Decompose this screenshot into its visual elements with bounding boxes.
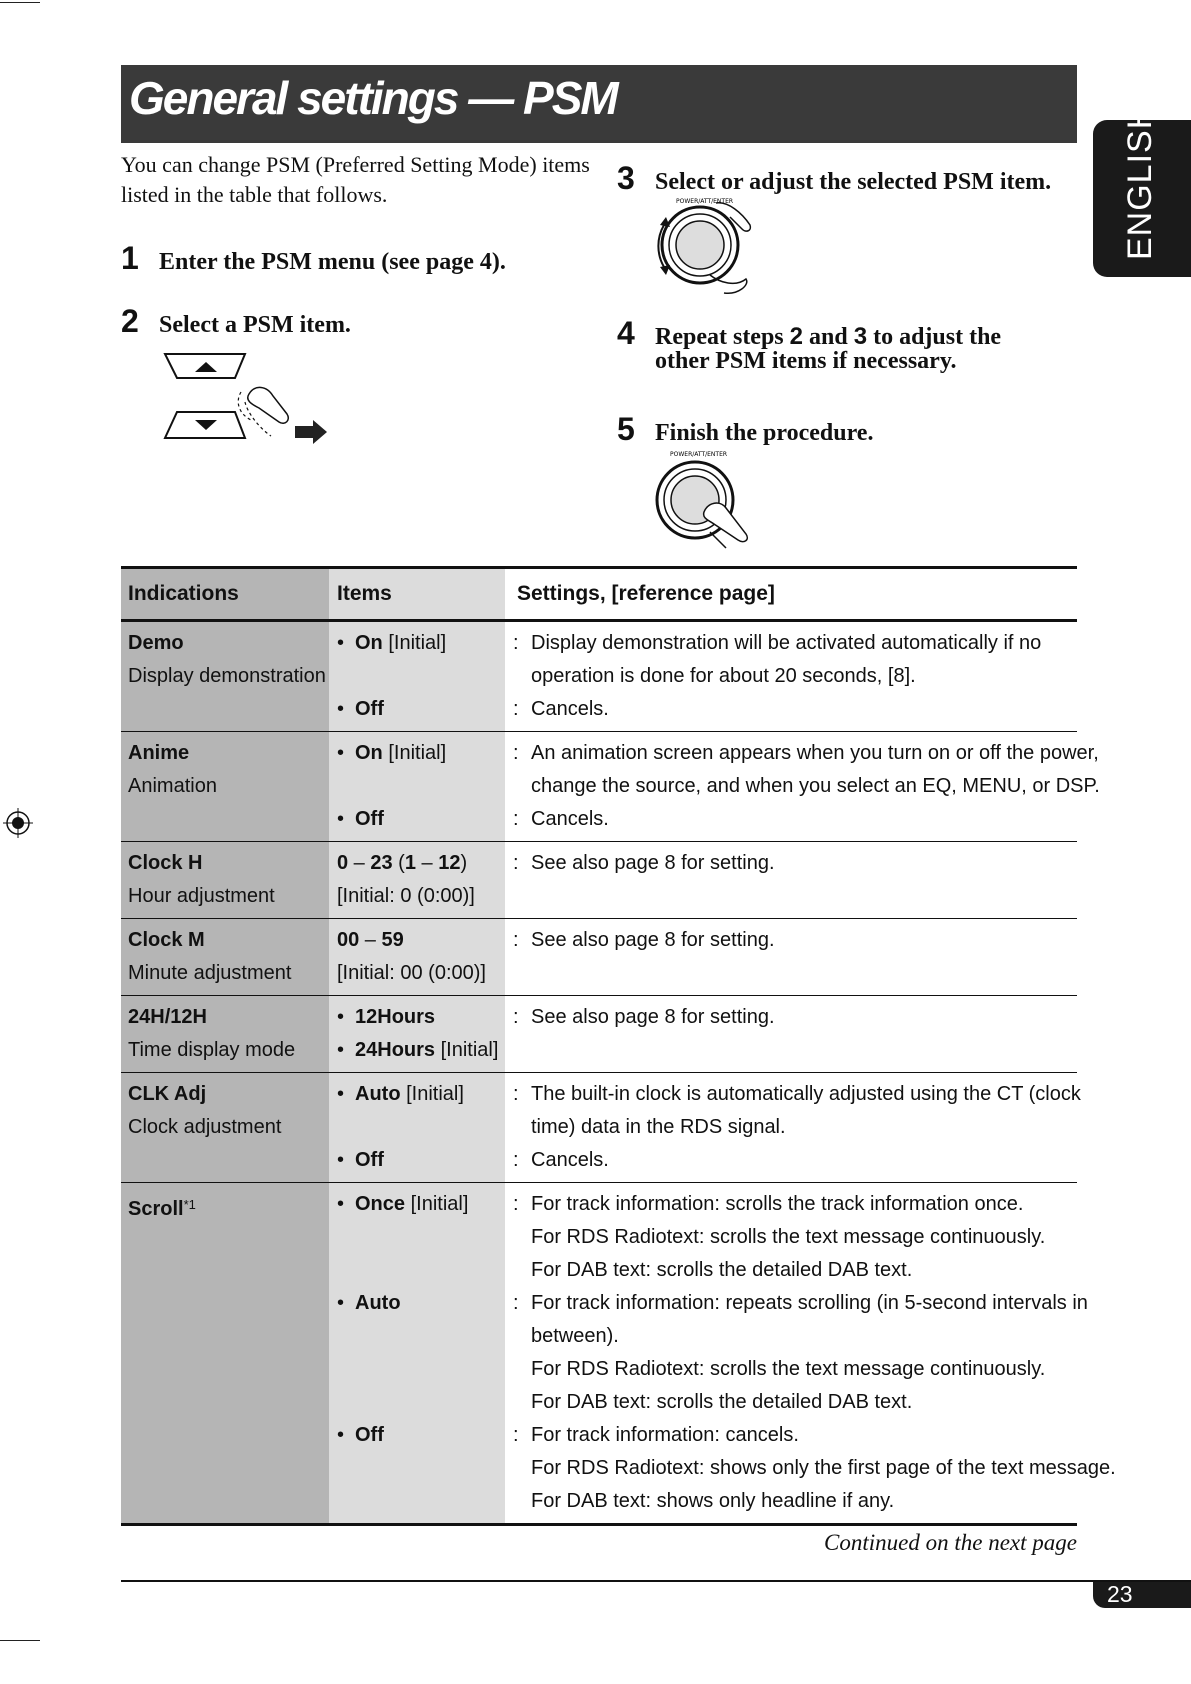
step-4: 4 Repeat steps 2 and 3 to adjust the bbox=[617, 315, 1002, 351]
item-initial: [Initial: 0 (0:00)] bbox=[337, 885, 475, 907]
setting-description: See also page 8 for setting. bbox=[531, 852, 775, 874]
setting-description: Cancels. bbox=[531, 1149, 609, 1171]
page-number-tab bbox=[1093, 1582, 1191, 1608]
indication-name: Clock H bbox=[128, 852, 203, 874]
step-2 bbox=[121, 303, 351, 340]
indication-description: Display demonstration bbox=[128, 665, 326, 687]
step-1 bbox=[121, 240, 506, 277]
table-header-row bbox=[121, 568, 1077, 621]
setting-description: For RDS Radiotext: scrolls the text message continuously. bbox=[531, 1358, 1046, 1380]
item-initial: [Initial: 00 (0:00)] bbox=[337, 962, 486, 984]
step-text: Select a PSM item. bbox=[159, 312, 351, 338]
item-option: • Auto [Initial] bbox=[337, 1078, 505, 1111]
column-header: Items bbox=[329, 568, 505, 621]
setting-description: For track information: repeats scrolling (in 5-second intervals in bbox=[531, 1292, 1088, 1314]
indication-description: Clock adjustment bbox=[128, 1116, 282, 1138]
item-option: • 24Hours [Initial] bbox=[337, 1034, 505, 1067]
item-option: • Off bbox=[337, 1419, 505, 1452]
step-text: Finish the procedure. bbox=[655, 420, 874, 446]
setting-description: Cancels. bbox=[531, 698, 609, 720]
control-dial-turn-icon bbox=[650, 195, 770, 310]
setting-description: For DAB text: shows only headline if any. bbox=[531, 1490, 895, 1512]
setting-description: Cancels. bbox=[531, 808, 609, 830]
item-option: • Off bbox=[337, 803, 505, 836]
step-number: 5 bbox=[617, 411, 635, 447]
item-option: • Once [Initial] bbox=[337, 1188, 505, 1221]
intro-text: You can change PSM (Preferred Setting Mode) items listed in the table that follows. bbox=[121, 152, 590, 207]
finger-icon bbox=[248, 387, 289, 423]
page-title: General settings — PSM bbox=[129, 72, 617, 124]
language-label: ENGLISH bbox=[1121, 103, 1159, 260]
step-text: Select or adjust the selected PSM item. bbox=[655, 169, 1052, 195]
setting-description: For DAB text: scrolls the detailed DAB text. bbox=[531, 1259, 913, 1281]
page-number: 23 bbox=[1107, 1581, 1133, 1607]
indication-description: Time display mode bbox=[128, 1039, 296, 1061]
footnote-marker: *1 bbox=[183, 1197, 196, 1212]
setting-description: For RDS Radiotext: scrolls the text message continuously. bbox=[531, 1226, 1046, 1248]
column-header: Indications bbox=[121, 568, 329, 621]
setting-description: For DAB text: scrolls the detailed DAB text. bbox=[531, 1391, 913, 1413]
step-number: 1 bbox=[121, 240, 139, 276]
psm-settings-table bbox=[121, 566, 1116, 1526]
item-range: 0 – 23 (1 – 12) bbox=[337, 852, 468, 874]
setting-description: An animation screen appears when you turn on or off the power, bbox=[531, 742, 1099, 764]
table-row-clock-m: Clock M Minute adjustment 00 – 59 [Initial: 00 (0:00)] : See also page 8 for setting. bbox=[121, 919, 1077, 996]
step-4-continuation: other PSM items if necessary. bbox=[655, 348, 957, 374]
column-header: Settings, [reference page] bbox=[505, 568, 1077, 621]
item-option: • Off bbox=[337, 1144, 505, 1177]
crop-mark bbox=[0, 2, 40, 3]
continued-note: Continued on the next page bbox=[824, 1530, 1077, 1555]
item-option: • Auto bbox=[337, 1287, 505, 1320]
title-bar bbox=[121, 65, 1077, 143]
up-down-buttons-illustration bbox=[155, 350, 335, 450]
item-option: • On [Initial] bbox=[337, 627, 505, 660]
step-number: 4 bbox=[617, 315, 635, 351]
dial-label: POWER/ATT/ENTER bbox=[670, 451, 728, 458]
control-dial-press-icon bbox=[650, 448, 760, 558]
setting-description: For RDS Radiotext: shows only the first page of the text message. bbox=[531, 1457, 1116, 1479]
table-row-scroll: Scroll$^{*1}$ • Once [Initial] • Auto • Off : For track information: scrolls the track information once. For RDS Radiotext: scrolls the text message continuously. For DAB text: scrolls the detailed DAB text. : For track information: repeats scrolling (in 5-second intervals in between). For RDS Radiotext: scrolls the text message continuously. For DAB text: scrolls the detailed DAB text. : For track information: cancels. For RDS Radiotext: shows only the first page of the text message. For DAB text: shows only headline if any. bbox=[121, 1183, 1077, 1525]
crop-mark bbox=[0, 1640, 40, 1641]
setting-description: operation is done for about 20 seconds, [8]. bbox=[531, 665, 916, 687]
step-number: 3 bbox=[617, 160, 635, 196]
setting-description: between). bbox=[531, 1325, 619, 1347]
item-option: • On [Initial] bbox=[337, 737, 505, 770]
setting-description: See also page 8 for setting. bbox=[531, 929, 775, 951]
setting-description: time) data in the RDS signal. bbox=[531, 1116, 786, 1138]
indication-description: Minute adjustment bbox=[128, 962, 292, 984]
step-text: Enter the PSM menu (see page 4). bbox=[159, 249, 506, 275]
indication-name: 24H/12H bbox=[128, 1006, 207, 1028]
indication-name: CLK Adj bbox=[128, 1083, 207, 1105]
setting-description: See also page 8 for setting. bbox=[531, 1006, 775, 1028]
footer-rule bbox=[121, 1580, 1191, 1582]
item-range: 00 – 59 bbox=[337, 929, 404, 951]
table-row-anime: Anime Animation • On [Initial] • Off : An animation screen appears when you turn on or off the power, change the source, and when you select an EQ, MENU, or DSP. : Cancels. bbox=[121, 732, 1077, 842]
language-tab bbox=[1093, 103, 1191, 277]
setting-description: For track information: cancels. bbox=[531, 1424, 799, 1446]
indication-description: Hour adjustment bbox=[128, 885, 275, 907]
table-row-clock-h: Clock H Hour adjustment 0 – 23 (1 – 12) [Initial: 0 (0:00)] : See also page 8 for setting. bbox=[121, 842, 1077, 919]
setting-description: Display demonstration will be activated automatically if no bbox=[531, 632, 1042, 654]
setting-description: The built-in clock is automatically adjusted using the CT (clock bbox=[531, 1083, 1081, 1105]
setting-description: For track information: scrolls the track information once. bbox=[531, 1193, 1024, 1215]
indication-name: Clock M bbox=[128, 929, 205, 951]
registration-mark-icon bbox=[3, 808, 33, 838]
step-5 bbox=[617, 411, 873, 448]
indication-name: Demo bbox=[128, 632, 184, 654]
indication-description: Animation bbox=[128, 775, 217, 797]
indication-name: Anime bbox=[128, 742, 190, 764]
arrow-right-icon bbox=[295, 420, 327, 444]
dial-label: POWER/ATT/ENTER bbox=[676, 198, 734, 205]
setting-description: change the source, and when you select an EQ, MENU, or DSP. bbox=[531, 775, 1100, 797]
table-row-demo: Demo Display demonstration • On [Initial] • Off : Display demonstration will be activated automatically if no operation is done for about 20 seconds, [8]. : Cancels. bbox=[121, 621, 1077, 732]
step-3 bbox=[617, 160, 1051, 197]
item-option: • Off bbox=[337, 693, 505, 726]
indication-name: Scroll$^{*1}$ bbox=[128, 1197, 196, 1220]
step-number: 2 bbox=[121, 303, 139, 339]
item-option: • 12Hours bbox=[337, 1001, 505, 1034]
table-row-24h-12h: 24H/12H Time display mode • 12Hours • 24Hours [Initial] : See also page 8 for setting. bbox=[121, 996, 1077, 1073]
table-row-clk-adj: CLK Adj Clock adjustment • Auto [Initial] • Off : The built-in clock is automatically adjusted using the CT (clock time) data in the RDS signal. : Cancels. bbox=[121, 1073, 1077, 1183]
